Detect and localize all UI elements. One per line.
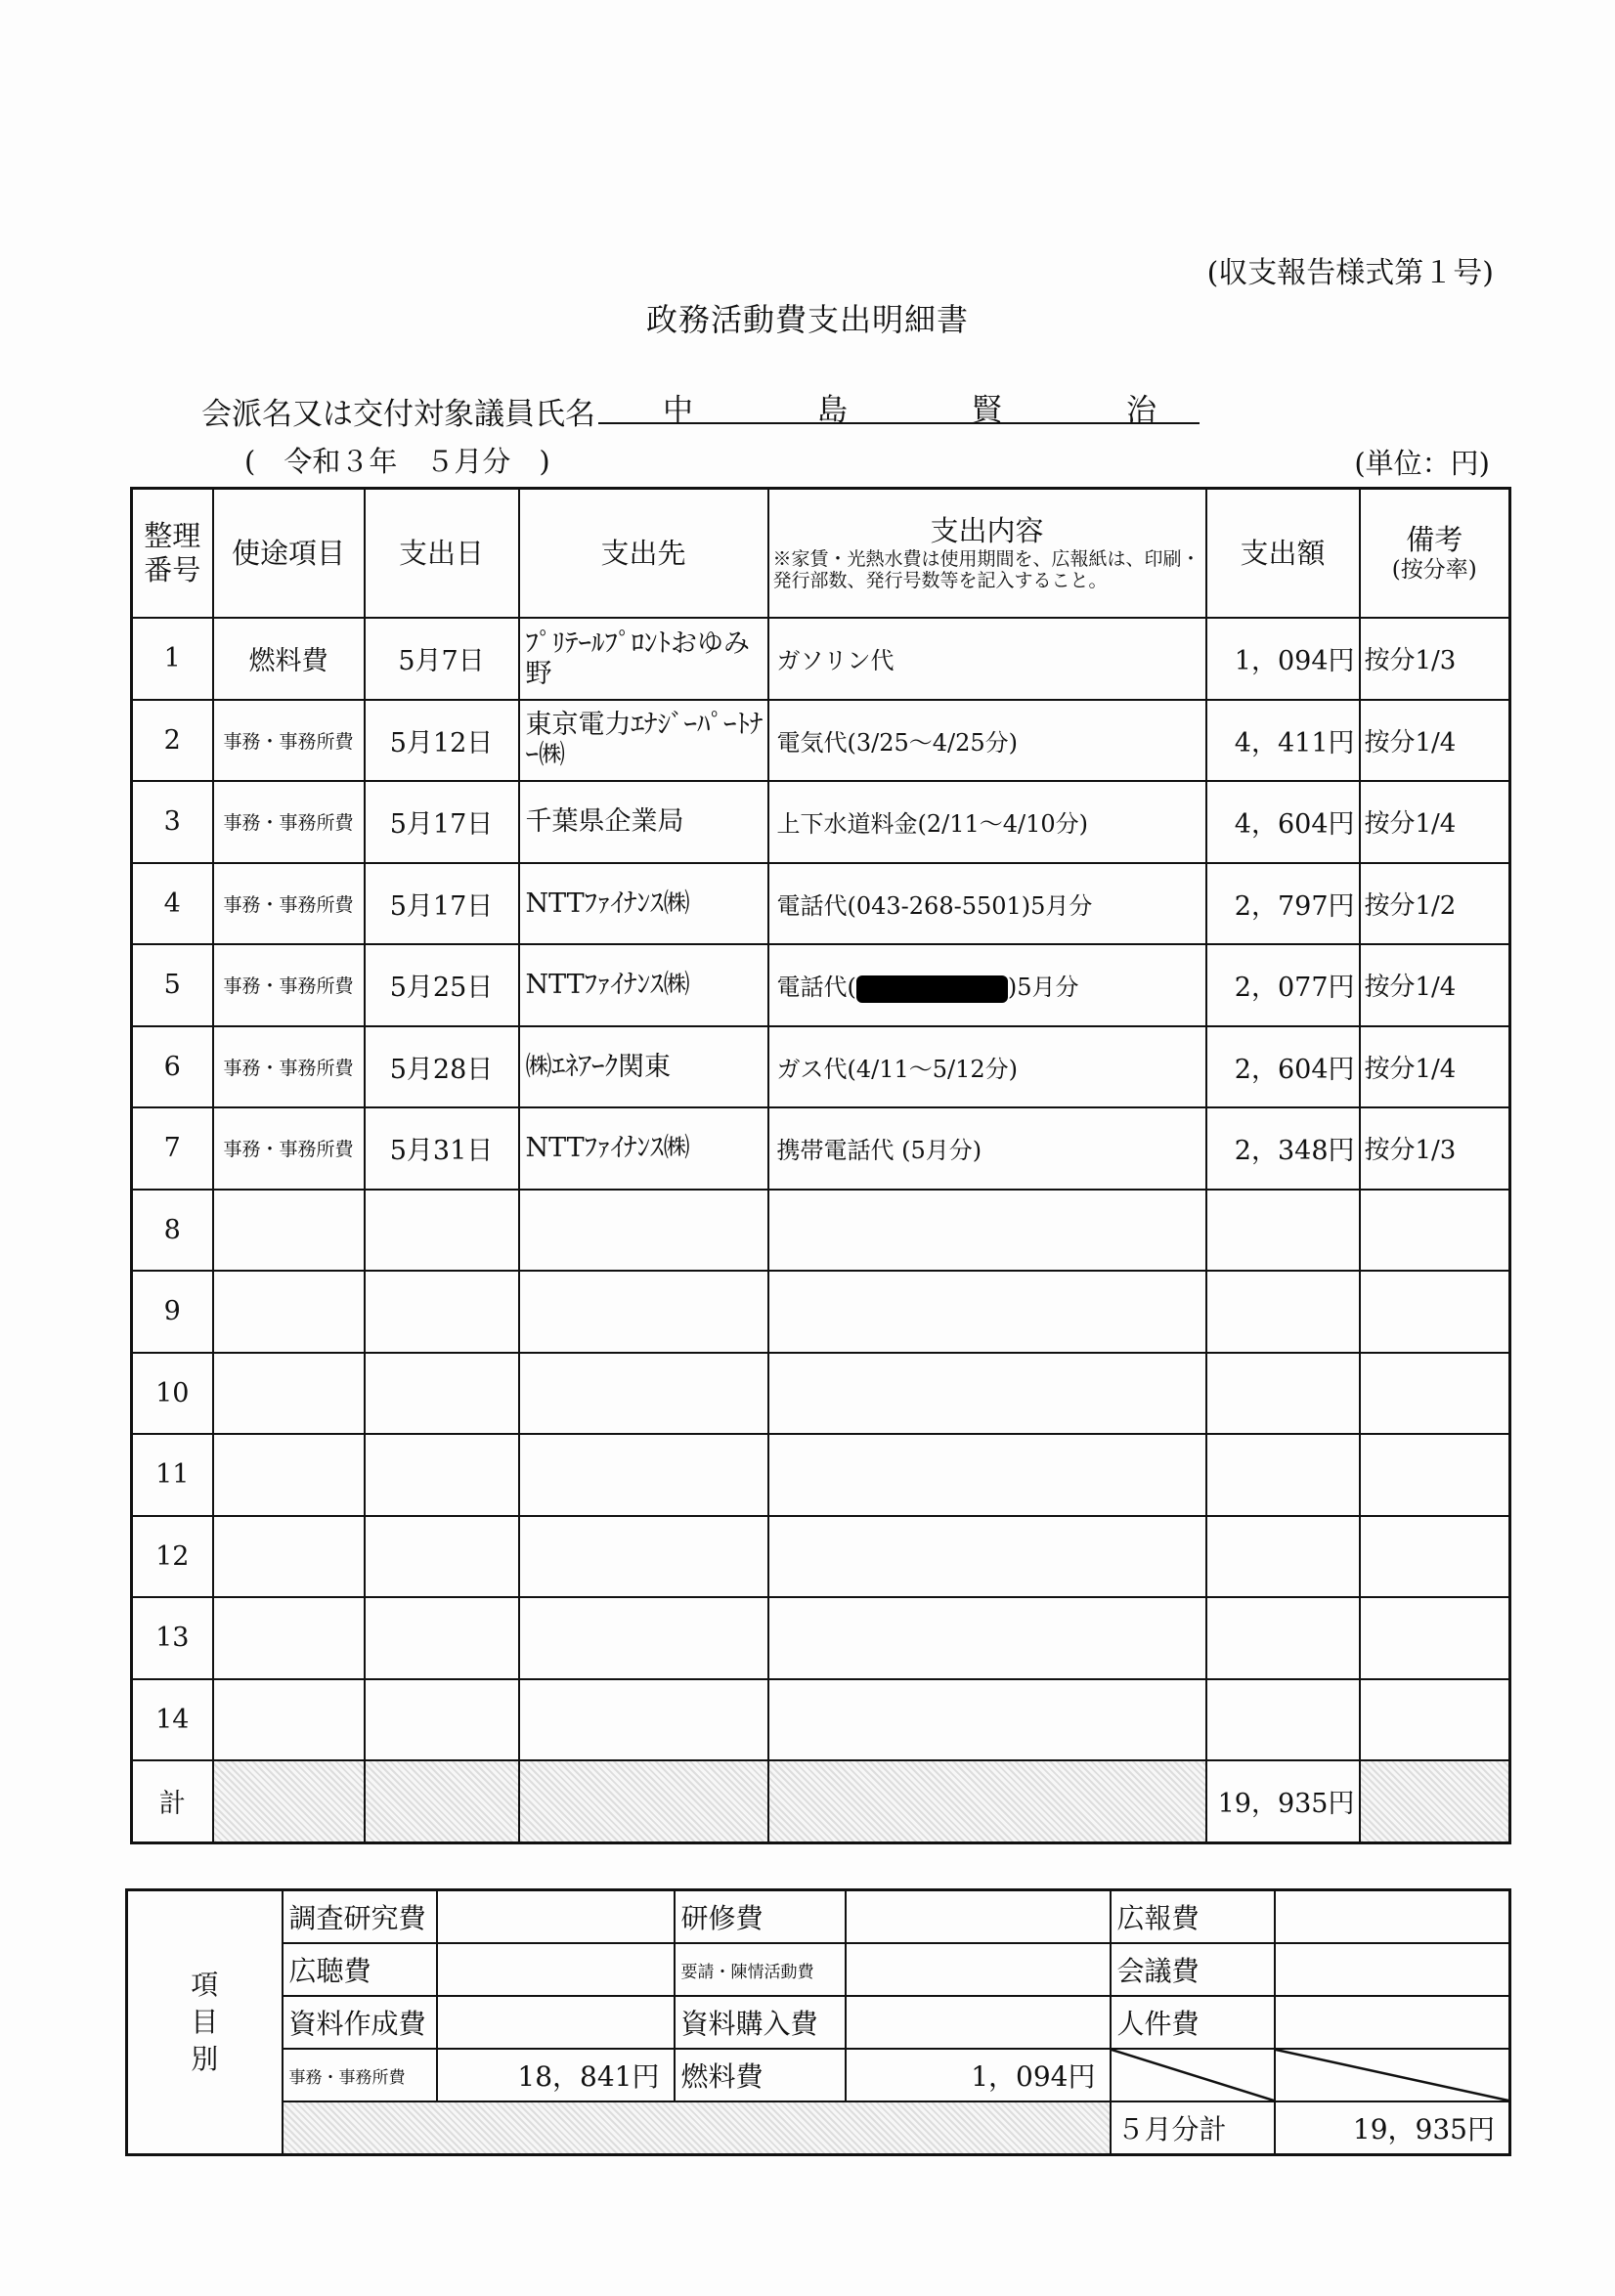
- hatched-cell: [1360, 1760, 1510, 1842]
- by-category-label: 項目別: [127, 1890, 283, 2155]
- table-row: [132, 863, 1510, 945]
- diagonal-cell: [1275, 2049, 1510, 2101]
- col-header-payee: 支出先: [519, 489, 768, 619]
- cell-remarks: 按分1/4: [1360, 781, 1510, 863]
- table-row: [132, 618, 1510, 700]
- cell-amount: 2，797円: [1206, 863, 1360, 945]
- total-row: [132, 1760, 1510, 1842]
- label-personnel: 人件費: [1111, 1996, 1275, 2049]
- group-name-label: 会派名又は交付対象議員氏名: [201, 397, 595, 432]
- cell-no: 14: [132, 1679, 213, 1761]
- hatched-area: [283, 2101, 1111, 2155]
- cell-payee: 東京電力ｴﾅｼﾞｰﾊﾟｰﾄﾅｰ㈱: [519, 700, 768, 782]
- report-period: ( 令和３年 ５月分 ): [244, 445, 550, 478]
- cell-payee: 千葉県企業局: [519, 781, 768, 863]
- value-training: [846, 1890, 1111, 1944]
- cell-content: [768, 944, 1206, 1026]
- cell-amount: 1，094円: [1206, 618, 1360, 700]
- cell-content: 電気代(3/25～4/25分): [768, 700, 1206, 782]
- content-suffix: )5月分: [1007, 974, 1079, 1001]
- table-row: [132, 700, 1510, 782]
- table-row: [132, 1026, 1510, 1108]
- cell-no: 5: [132, 944, 213, 1026]
- cell-no: 12: [132, 1516, 213, 1598]
- cell-no: 13: [132, 1597, 213, 1679]
- table-row-empty: [132, 1516, 1510, 1598]
- value-hearing: [437, 1943, 675, 1996]
- cell-date: 5月25日: [365, 944, 519, 1026]
- cell-item: 燃料費: [213, 618, 365, 700]
- cell-no: 11: [132, 1434, 213, 1516]
- label-pr: 広報費: [1111, 1890, 1275, 1944]
- cell-item: 事務・事務所費: [213, 700, 365, 782]
- label-materials-creation: 資料作成費: [283, 1996, 437, 2049]
- cell-remarks: 按分1/3: [1360, 618, 1510, 700]
- cell-date: 5月17日: [365, 863, 519, 945]
- cell-content: 上下水道料金(2/11～4/10分): [768, 781, 1206, 863]
- category-summary-table: [125, 1888, 1511, 2156]
- cell-no: 6: [132, 1026, 213, 1108]
- expense-table: [130, 487, 1511, 1844]
- cell-remarks: 按分1/3: [1360, 1107, 1510, 1190]
- hatched-cell: [365, 1760, 519, 1842]
- hatched-cell: [213, 1760, 365, 1842]
- cell-date: 5月12日: [365, 700, 519, 782]
- cell-payee: ﾌﾟﾘﾃｰﾙﾌﾟﾛﾝﾄおゆみ野: [519, 618, 768, 700]
- col-header-remarks: [1360, 489, 1510, 619]
- name-char: 賢: [972, 393, 1002, 428]
- total-label: 計: [132, 1760, 213, 1842]
- table-row: [132, 944, 1510, 1026]
- table-row-empty: [132, 1353, 1510, 1435]
- table-header-row: [132, 489, 1510, 619]
- remarks-header-label: 備考: [1406, 522, 1463, 556]
- col-header-item: 使途項目: [213, 489, 365, 619]
- cell-payee: NTTﾌｧｲﾅﾝｽ㈱: [519, 1107, 768, 1190]
- label-materials-purchase: 資料購入費: [675, 1996, 846, 2049]
- table-row-empty: [132, 1190, 1510, 1272]
- value-meeting: [1275, 1943, 1510, 1996]
- name-char: 島: [817, 393, 848, 428]
- cell-content: ガス代(4/11～5/12分): [768, 1026, 1206, 1108]
- label-office: 事務・事務所費: [283, 2049, 437, 2101]
- cell-date: 5月28日: [365, 1026, 519, 1108]
- cell-item: 事務・事務所費: [213, 863, 365, 945]
- cell-date: 5月31日: [365, 1107, 519, 1190]
- cell-payee: NTTﾌｧｲﾅﾝｽ㈱: [519, 863, 768, 945]
- cell-remarks: 按分1/4: [1360, 1026, 1510, 1108]
- month-total-amount: 19，935円: [1275, 2101, 1510, 2155]
- cell-payee: ㈱ｴﾈｱｰｸ関東: [519, 1026, 768, 1108]
- table-row-empty: [132, 1271, 1510, 1353]
- cell-item: 事務・事務所費: [213, 1026, 365, 1108]
- label-research: 調査研究費: [283, 1890, 437, 1944]
- col-header-content: [768, 489, 1206, 619]
- cell-amount: 4，411円: [1206, 700, 1360, 782]
- value-fuel: 1，094円: [846, 2049, 1111, 2101]
- value-materials-purchase: [846, 1996, 1111, 2049]
- cell-item: 事務・事務所費: [213, 1107, 365, 1190]
- name-char: 治: [1126, 393, 1157, 428]
- cell-no: 3: [132, 781, 213, 863]
- table-row: [132, 781, 1510, 863]
- total-amount: 19，935円: [1206, 1760, 1360, 1842]
- cell-remarks: 按分1/4: [1360, 944, 1510, 1026]
- cell-payee: NTTﾌｧｲﾅﾝｽ㈱: [519, 944, 768, 1026]
- cell-content: ガソリン代: [768, 618, 1206, 700]
- document-title: 政務活動費支出明細書: [645, 301, 969, 338]
- col-header-no: 整理番号: [132, 489, 213, 619]
- col-header-amount: 支出額: [1206, 489, 1360, 619]
- label-petition: 要請・陳情活動費: [675, 1943, 846, 1996]
- col-header-date: 支出日: [365, 489, 519, 619]
- cell-date: 5月17日: [365, 781, 519, 863]
- cell-item: 事務・事務所費: [213, 781, 365, 863]
- member-name: [598, 385, 1200, 428]
- cell-no: 10: [132, 1353, 213, 1435]
- value-office: 18，841円: [437, 2049, 675, 2101]
- cell-remarks: 按分1/4: [1360, 700, 1510, 782]
- table-row-empty: [132, 1434, 1510, 1516]
- cell-no: 9: [132, 1271, 213, 1353]
- cell-item: 事務・事務所費: [213, 944, 365, 1026]
- redaction-block: [856, 975, 1008, 1003]
- content-header-label: 支出内容: [930, 513, 1044, 547]
- content-prefix: 電話代(: [776, 974, 856, 1001]
- value-materials-creation: [437, 1996, 675, 2049]
- value-petition: [846, 1943, 1111, 1996]
- month-total-label: ５月分計: [1111, 2101, 1275, 2155]
- unit-label: (単位：円): [1354, 447, 1490, 480]
- label-fuel: 燃料費: [675, 2049, 846, 2101]
- table-row: [132, 1107, 1510, 1190]
- cell-amount: 2，604円: [1206, 1026, 1360, 1108]
- cell-no: 1: [132, 618, 213, 700]
- value-pr: [1275, 1890, 1510, 1944]
- cell-no: 7: [132, 1107, 213, 1190]
- name-char: 中: [663, 393, 693, 428]
- diagonal-cell: [1111, 2049, 1275, 2101]
- label-training: 研修費: [675, 1890, 846, 1944]
- cell-amount: 4，604円: [1206, 781, 1360, 863]
- value-personnel: [1275, 1996, 1510, 2049]
- value-research: [437, 1890, 675, 1944]
- cell-no: 4: [132, 863, 213, 945]
- label-meeting: 会議費: [1111, 1943, 1275, 1996]
- cell-date: 5月7日: [365, 618, 519, 700]
- remarks-header-sub: (按分率): [1391, 556, 1477, 583]
- hatched-cell: [519, 1760, 768, 1842]
- cell-no: 2: [132, 700, 213, 782]
- cell-remarks: 按分1/2: [1360, 863, 1510, 945]
- cell-content: 携帯電話代 (5月分): [768, 1107, 1206, 1190]
- content-header-note: ※家賃・光熱水費は使用期間を、広報紙は、印刷・発行部数、発行号数等を記入すること。: [772, 547, 1200, 592]
- cell-amount: 2，348円: [1206, 1107, 1360, 1190]
- hatched-cell: [768, 1760, 1206, 1842]
- label-hearing: 広聴費: [283, 1943, 437, 1996]
- cell-no: 8: [132, 1190, 213, 1272]
- table-row-empty: [132, 1679, 1510, 1761]
- form-number: (収支報告様式第１号): [1206, 256, 1494, 290]
- cell-amount: 2，077円: [1206, 944, 1360, 1026]
- cell-content: 電話代(043-268-5501)5月分: [768, 863, 1206, 945]
- table-row-empty: [132, 1597, 1510, 1679]
